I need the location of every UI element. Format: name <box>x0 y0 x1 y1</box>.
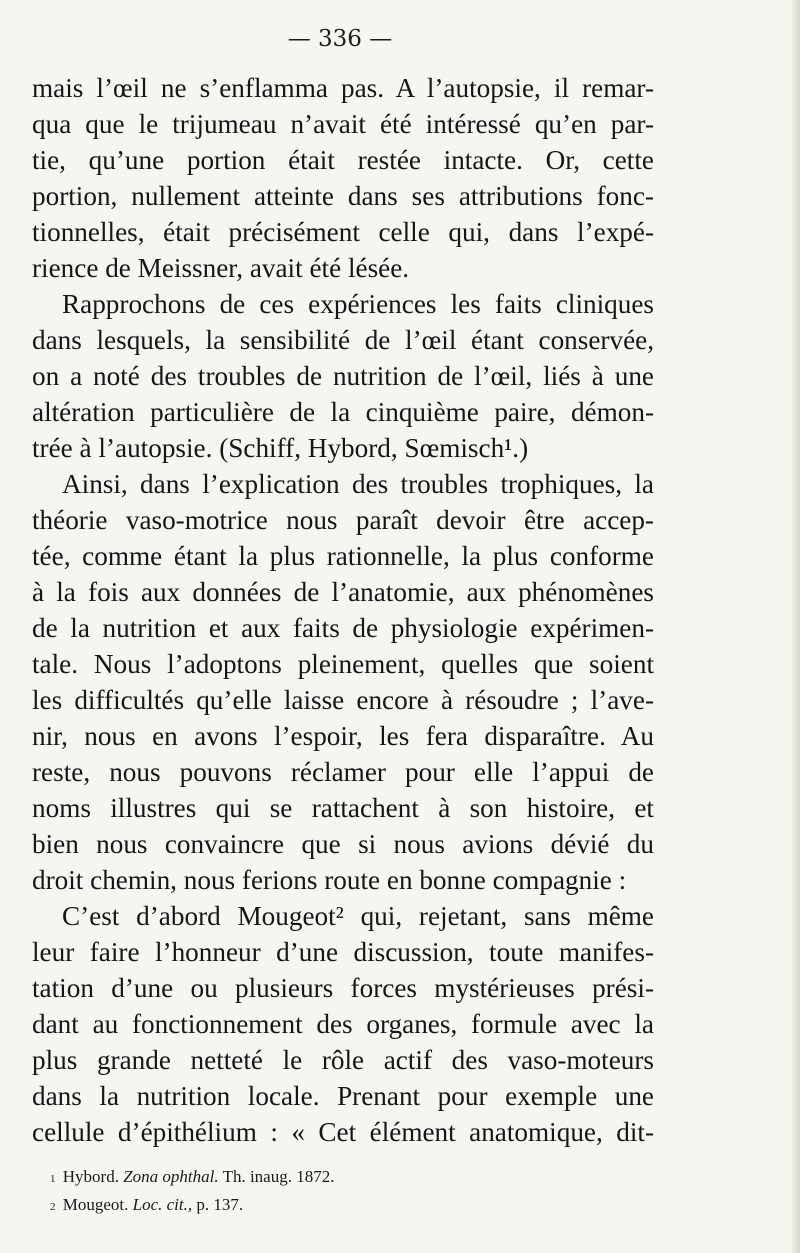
footnotes <box>50 1163 334 1219</box>
text-line: Rapprochons de ces expériences les faits cliniques <box>62 289 654 319</box>
text-line: dant au fonctionnement des organes, formule avec la <box>32 1009 654 1039</box>
text-line: dans lesquels, la sensibilité de l’œil étant conservée, <box>32 325 654 355</box>
text-line: tée, comme étant la plus rationnelle, la plus conforme <box>32 541 654 571</box>
text-line: qua que le trijumeau n’avait été intéressé qu’en par- <box>32 109 654 139</box>
footnote-title: Zona ophthal. <box>123 1167 219 1186</box>
text-line: noms illustres qui se rattachent à son histoire, et <box>32 793 654 823</box>
text-line: droit chemin, nous ferions route en bonne compagnie : <box>32 865 627 895</box>
text-line: de la nutrition et aux faits de physiologie expérimen- <box>32 613 654 643</box>
footnote-marker: 1 <box>50 1173 56 1185</box>
text-line: C’est d’abord Mougeot² qui, rejetant, sans même <box>62 901 654 931</box>
footnote-title: Loc. cit., <box>132 1195 193 1214</box>
footnote-2 <box>50 1191 334 1219</box>
body-text <box>32 70 654 1150</box>
footnote-citation: Th. inaug. 1872. <box>222 1167 335 1186</box>
text-line: trée à l’autopsie. (Schiff, Hybord, Sœmisch¹.) <box>32 433 529 463</box>
text-line: portion, nullement atteinte dans ses attributions fonc- <box>32 181 654 211</box>
text-line: altération particulière de la cinquième paire, démon- <box>32 397 654 427</box>
text-line: cellule d’épithélium : « Cet élément anatomique, dit- <box>32 1117 654 1147</box>
text-line: les difficultés qu’elle laisse encore à résoudre ; l’ave- <box>32 685 654 715</box>
text-line: à la fois aux données de l’anatomie, aux phénomènes <box>32 577 654 607</box>
page-edge-shadow <box>792 0 800 1253</box>
footnote-author: Mougeot. <box>62 1195 129 1214</box>
text-line: leur faire l’honneur d’une discussion, toute manifes- <box>32 937 654 967</box>
text-line: théorie vaso-motrice nous paraît devoir être accep- <box>32 505 654 535</box>
footnote-author: Hybord. <box>62 1167 119 1186</box>
text-line: rience de Meissner, avait été lésée. <box>32 253 410 283</box>
text-line: mais l’œil ne s’enflamma pas. A l’autopsie, il remar- <box>32 73 654 103</box>
text-line: dans la nutrition locale. Prenant pour exemple une <box>32 1081 654 1111</box>
text-line: tale. Nous l’adoptons pleinement, quelles que soient <box>32 649 654 679</box>
text-line: tionnelles, était précisément celle qui, dans l’expé- <box>32 217 654 247</box>
footnote-1 <box>50 1163 334 1191</box>
page-number: — 336 — <box>287 26 393 52</box>
text-line: plus grande netteté le rôle actif des vaso-moteurs <box>32 1045 654 1075</box>
text-line: nir, nous en avons l’espoir, les fera disparaître. Au <box>32 721 654 751</box>
text-line: on a noté des troubles de nutrition de l’œil, liés à une <box>32 361 654 391</box>
footnote-marker: 2 <box>50 1201 56 1213</box>
text-line: tation d’une ou plusieurs forces mystérieuses prési- <box>32 973 654 1003</box>
text-line: tie, qu’une portion était restée intacte. Or, cette <box>32 145 654 175</box>
text-line: Ainsi, dans l’explication des troubles trophiques, la <box>62 469 654 499</box>
footnote-citation: p. 137. <box>196 1195 244 1214</box>
text-line: reste, nous pouvons réclamer pour elle l’appui de <box>32 757 654 787</box>
text-line: bien nous convaincre que si nous avions dévié du <box>32 829 654 859</box>
